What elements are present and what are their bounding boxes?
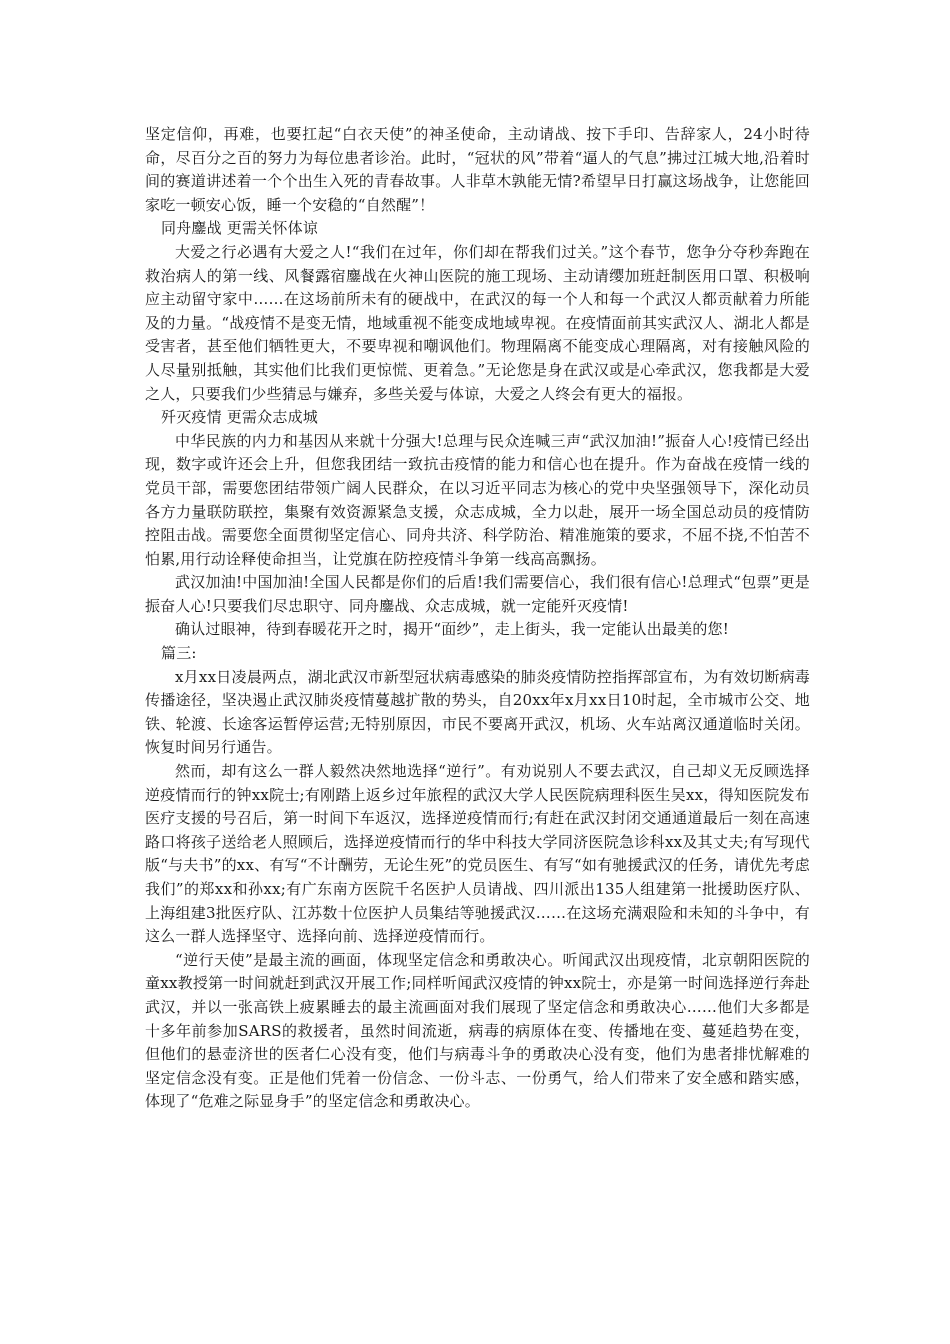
- paragraph-5: 确认过眼神，待到春暖花开之时，揭开“面纱”，走上街头，我一定能认出最美的您!: [175, 620, 729, 639]
- paragraph-4: 武汉加油!中国加油!全国人民都是你们的后盾!我们需要信心，我们很有信心!总理式“包票”更是振奋人心!只要我们尽忠职守、同舟鏖战、众志成城，就一定能歼灭疫情!: [145, 573, 810, 615]
- paragraph-7: 然而，却有这么一群人毅然决然地选择“逆行”。有劝说别人不要去武汉，自己却义无反顾选择逆疫情而行的钟xx院士;有刚踏上返乡过年旅程的武汉大学人民医院病理科医生吴xx，得知医院发布医疗支援的号召后，第一时间下车返汉，选择逆疫情而行;有赶在武汉封闭交通通道最后一刻在高速路口将孩子送给老人照顾后，选择逆疫情而行的华中科技大学同济医院急诊科xx及其丈夫;有写现代版“与夫书”的xx、有写“不计酬劳，无论生死”的党员医生、有写“如有驰援武汉的任务，请优先考虑我们”的郑xx和孙xx;有广东南方医院千名医护人员请战、四川派出135人组建第一批援助医疗队、上海组建3批医疗队、江苏数十位医护人员集结等驰援武汉……在这场充满艰险和未知的斗争中，有这么一群人选择坚守、选择向前、选择逆疫情而行。: [145, 762, 810, 946]
- paragraph-2: 大爱之行必遇有大爱之人!“我们在过年，你们却在帮我们过关。”这个春节，您争分夺秒奔跑在救治病人的第一线、风餐露宿鏖战在火神山医院的施工现场、主动请缨加班赶制医用口罩、积极响应主动留守家中……在这场前所未有的硬战中，在武汉的每一个人和每一个武汉人都贡献着力所能及的力量。“战疫情不是变无情，地域重视不能变成地域卑视。在疫情面前其实武汉人、湖北人都是受害者，甚至他们牺牲更大，不要卑视和嘲讽他们。物理隔离不能变成心理隔离，对有接触风险的人尽量别抵触，其实他们比我们更惊慌、更着急。”无论您是身在武汉或是心牵武汉，您我都是大爱之人，只要我们少些猜忌与嫌弃，多些关爱与体谅，大爱之人终会有更大的福报。: [145, 242, 810, 403]
- paragraph-1: 坚定信仰，再难，也要扛起“白衣天使”的神圣使命，主动请战、按下手印、告辞家人，24小时待命，尽百分之百的努力为每位患者诊治。此时，“冠状的风”带着“逼人的气息”拂过江城大地,沿着时间的赛道讲述着一个个出生入死的青春故事。人非草木孰能无情?希望早日打赢这场战争，让您能回家吃一顿安心饭，睡一个安稳的“自然醒”！: [145, 125, 810, 214]
- paragraph-8: “逆行天使”是最主流的画面，体现坚定信念和勇敢决心。听闻武汉出现疫情，北京朝阳医院的童xx教授第一时间就赶到武汉开展工作;同样听闻武汉疫情的钟xx院士，亦是第一时间选择逆行奔赴武汉，并以一张高铁上疲累睡去的最主流画面对我们展现了坚定信念和勇敢决心……他们大多都是十多年前参加SARS的救援者，虽然时间流逝，病毒的病原体在变、传播地在变、蔓延趋势在变，但他们的悬壶济世的医者仁心没有变，他们与病毒斗争的勇敢决心没有变，他们为患者排忧解难的坚定信念没有变。正是他们凭着一份信念、一份斗志、一份勇气，给人们带来了安全感和踏实感，体现了“危难之际显身手”的坚定信念和勇敢决心。: [145, 950, 810, 1111]
- paragraph-6: x月xx日凌晨两点，湖北武汉市新型冠状病毒感染的肺炎疫情防控指挥部宣布，为有效切断病毒传播途径，坚决遏止武汉肺炎疫情蔓越扩散的势头，自20xx年x月xx日10时起，全市城市公交、地铁、轮渡、长途客运暂停运营;无特别原因，市民不要离开武汉，机场、火车站离汉通道临时关闭。恢复时间另行通告。: [145, 667, 810, 757]
- section-heading-2: 歼灭疫情 更需众志成城: [161, 408, 318, 427]
- document-page: [145, 123, 810, 1114]
- section-heading-1: 同舟鏖战 更需关怀体谅: [161, 219, 318, 238]
- section-heading-3: 篇三:: [161, 644, 197, 663]
- paragraph-3: 中华民族的内力和基因从来就十分强大!总理与民众连喊三声“武汉加油!”振奋人心!疫情已经出现，数字或许还会上升，但您我团结一致抗击疫情的能力和信心也在提升。作为奋战在疫情一线的党员干部，需要您团结带领广阔人民群众，在以习近平同志为核心的党中央坚强领导下，深化动员各方力量联防联控，集聚有效资源紧急支援，众志成城，全力以赴，展开一场全国总动员的疫情防控阻击战。需要您全面贯彻坚定信心、同舟共济、科学防治、精准施策的要求，不屈不挠,不怕苦不怕累,用行动诠释使命担当，让党旗在防控疫情斗争第一线高高飘扬。: [145, 431, 810, 568]
